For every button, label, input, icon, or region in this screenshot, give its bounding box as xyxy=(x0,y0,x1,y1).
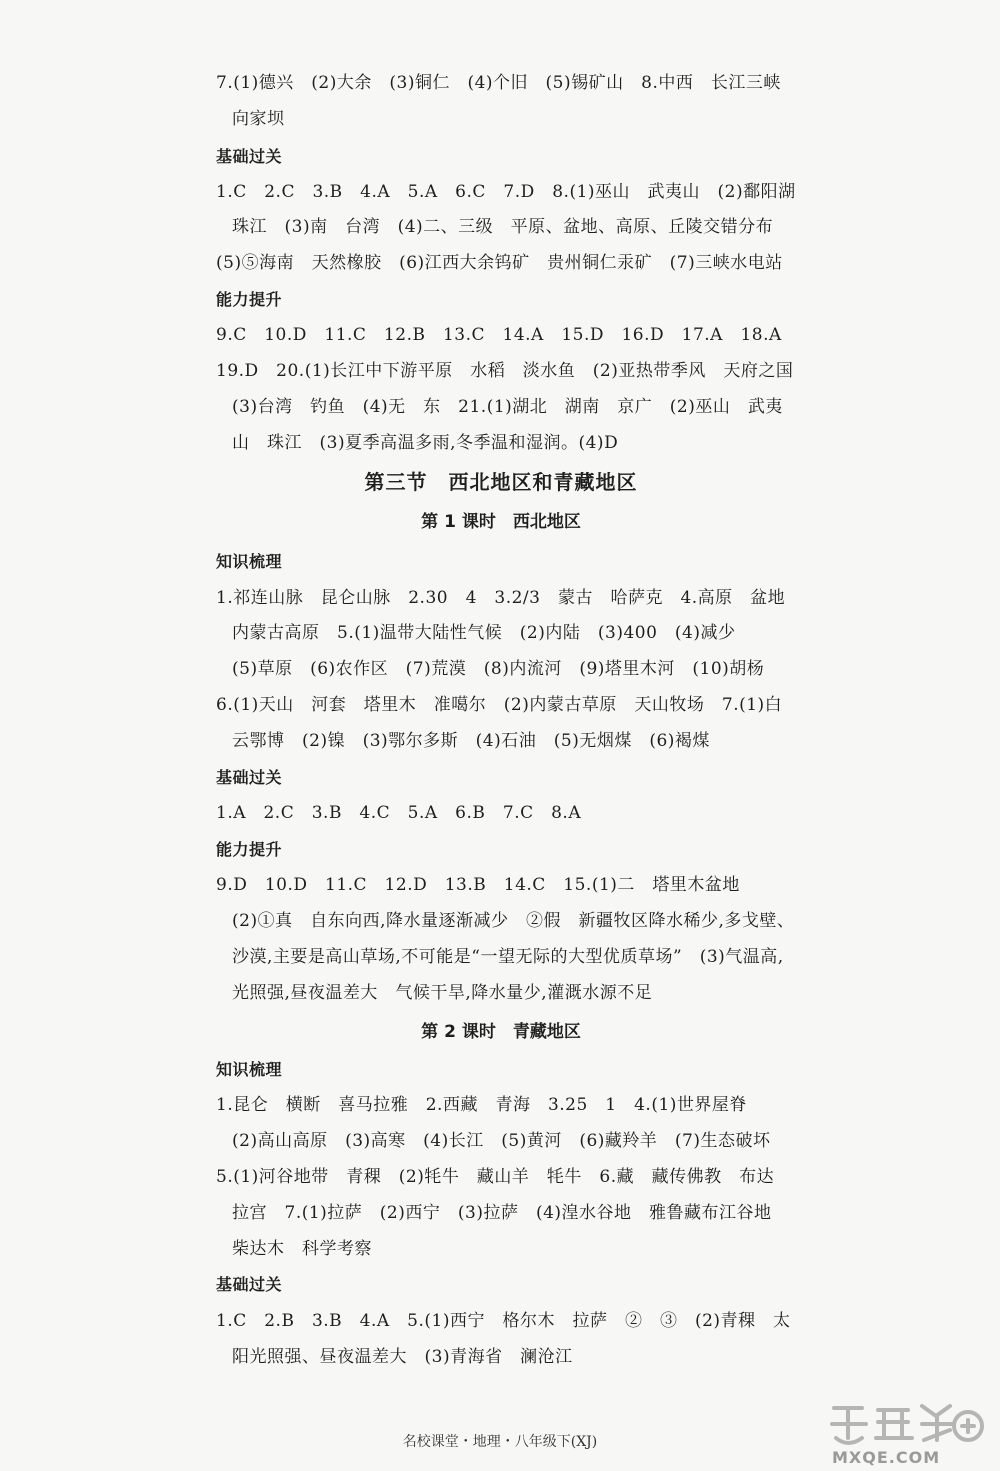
section-heading: 知识梳理 xyxy=(216,552,283,571)
answer-line: (2)①真 自东向西,降水量逐渐减少 ②假 新疆牧区降水稀少,多戈壁、 xyxy=(232,911,795,931)
section-heading: 基础过关 xyxy=(216,1275,283,1294)
answer-line: 珠江 (3)南 台湾 (4)二、三级 平原、盆地、高原、丘陵交错分布 xyxy=(232,217,774,237)
answer-line: 1.祁连山脉 昆仑山脉 2.30 4 3.2/3 蒙古 哈萨克 4.高原 盆地 xyxy=(216,588,786,608)
section-heading: 基础过关 xyxy=(216,768,283,787)
section-heading: 基础过关 xyxy=(216,147,283,166)
answer-line: 阳光照强、昼夜温差大 (3)青海省 澜沧江 xyxy=(232,1347,573,1367)
lesson-title: 第 2 课时 青藏地区 xyxy=(421,1022,581,1042)
answer-line: 1.A 2.C 3.B 4.C 5.A 6.B 7.C 8.A xyxy=(216,803,582,823)
answer-line: 9.D 10.D 11.C 12.D 13.B 14.C 15.(1)二 塔里木盆地 xyxy=(216,875,740,895)
answer-line: 1.C 2.C 3.B 4.A 5.A 6.C 7.D 8.(1)巫山 武夷山 (2)鄱阳湖 xyxy=(216,182,796,202)
answer-line: 光照强,昼夜温差大 气候干旱,降水量少,灌溉水源不足 xyxy=(232,983,653,1003)
answer-line: 1.C 2.B 3.B 4.A 5.(1)西宁 格尔木 拉萨 ② ③ (2)青稞 太 xyxy=(216,1311,791,1331)
answer-line: 1.昆仑 横断 喜马拉雅 2.西藏 青海 3.25 1 4.(1)世界屋脊 xyxy=(216,1095,747,1115)
answer-line: 7.(1)德兴 (2)大余 (3)铜仁 (4)个旧 (5)锡矿山 8.中西 长江三峡 xyxy=(216,73,781,93)
lesson-title: 第 1 课时 西北地区 xyxy=(421,512,581,532)
answer-line: 9.C 10.D 11.C 12.B 13.C 14.A 15.D 16.D 17.A 18.A xyxy=(216,325,782,345)
answer-line: 向家坝 xyxy=(232,109,285,129)
answer-line: 6.(1)天山 河套 塔里木 准噶尔 (2)内蒙古草原 天山牧场 7.(1)白 xyxy=(216,695,783,715)
section-heading: 知识梳理 xyxy=(216,1060,283,1079)
answer-line: 内蒙古高原 5.(1)温带大陆性气候 (2)内陆 (3)400 (4)减少 xyxy=(232,623,736,643)
answer-line: (5)⑤海南 天然橡胶 (6)江西大余钨矿 贵州铜仁汞矿 (7)三峡水电站 xyxy=(216,253,783,273)
watermark-text: MXQE.COM xyxy=(832,1448,941,1467)
section-heading: 能力提升 xyxy=(216,290,283,309)
answer-line: (5)草原 (6)农作区 (7)荒漠 (8)内流河 (9)塔里木河 (10)胡杨 xyxy=(232,659,765,679)
section-heading: 能力提升 xyxy=(216,840,283,859)
answer-line: (2)高山高原 (3)高寒 (4)长江 (5)黄河 (6)藏羚羊 (7)生态破坏 xyxy=(232,1131,771,1151)
answer-line: 柴达木 科学考察 xyxy=(232,1239,372,1259)
answer-line: 5.(1)河谷地带 青稞 (2)牦牛 藏山羊 牦牛 6.藏 藏传佛教 布达 xyxy=(216,1167,775,1187)
answer-line: 沙漠,主要是高山草场,不可能是“一望无际的大型优质草场” (3)气温高, xyxy=(232,947,784,967)
chapter-section-title: 第三节 西北地区和青藏地区 xyxy=(364,470,638,494)
answer-line: (3)台湾 钓鱼 (4)无 东 21.(1)湖北 湖南 京广 (2)巫山 武夷 xyxy=(232,397,783,417)
page-footer: 名校课堂・地理・八年级下(XJ) xyxy=(402,1434,598,1450)
answer-line: 云鄂博 (2)镍 (3)鄂尔多斯 (4)石油 (5)无烟煤 (6)褐煤 xyxy=(232,731,710,751)
answer-line: 19.D 20.(1)长江中下游平原 水稻 淡水鱼 (2)亚热带季风 天府之国 xyxy=(216,361,794,381)
answer-line: 山 珠江 (3)夏季高温多雨,冬季温和湿润。(4)D xyxy=(232,433,619,453)
answer-line: 拉宫 7.(1)拉萨 (2)西宁 (3)拉萨 (4)湟水谷地 雅鲁藏布江谷地 xyxy=(232,1203,772,1223)
